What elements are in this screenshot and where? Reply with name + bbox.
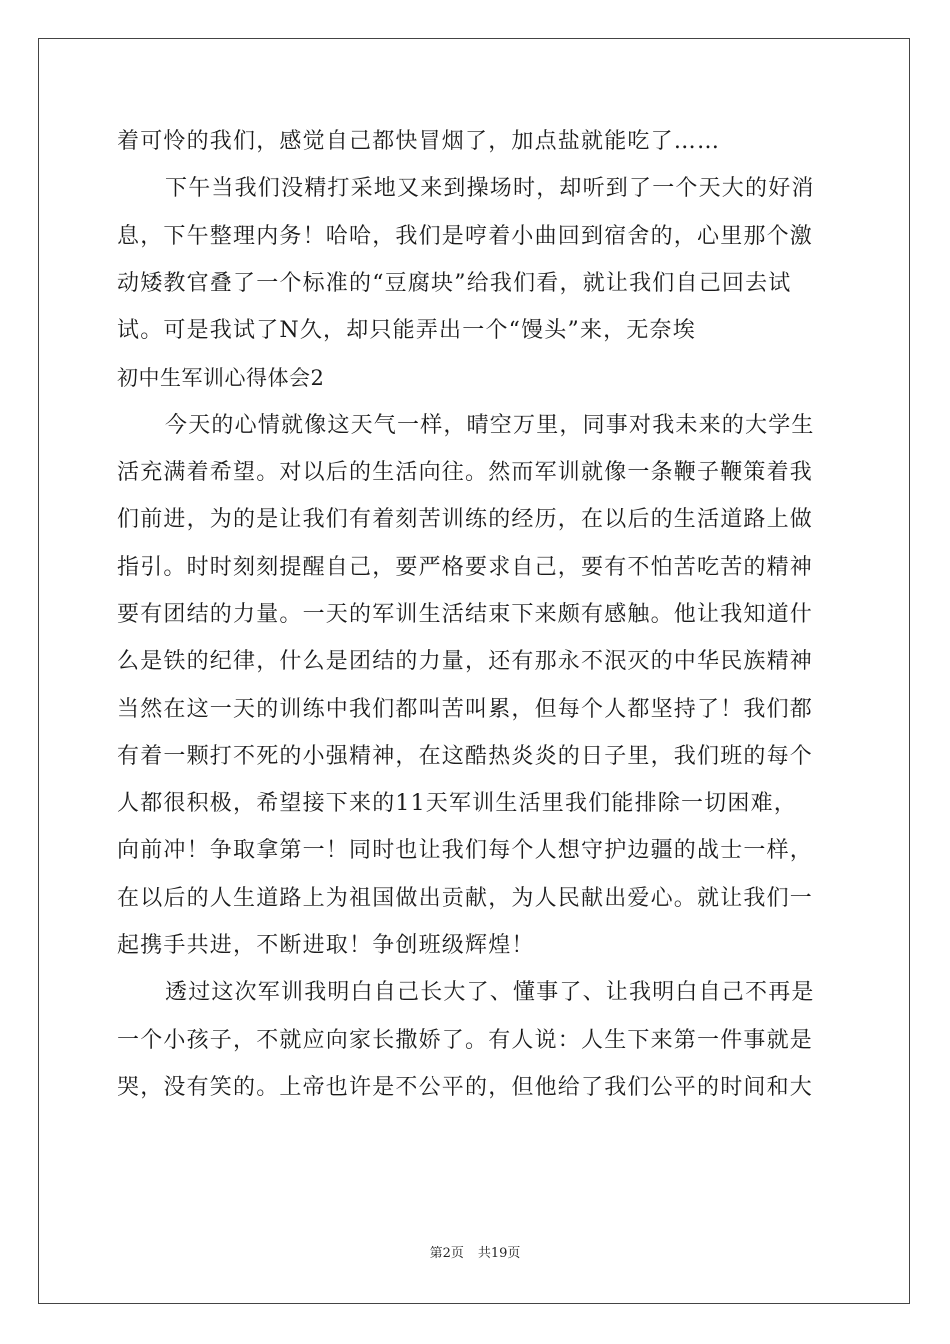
text-line: 向前冲！争取拿第一！同时也让我们每个人想守护边疆的战士一样， (117, 838, 814, 864)
text-line: 息，下午整理内务！哈哈，我们是哼着小曲回到宿舍的，心里那个激 (117, 223, 814, 249)
text-line: 要有团结的力量。一天的军训生活结束下来颇有感触。他让我知道什 (117, 601, 814, 627)
document-body (117, 128, 837, 1121)
page-footer (0, 1245, 950, 1263)
text-line: 在以后的人生道路上为祖国做出贡献，为人民献出爱心。就让我们一 (117, 885, 814, 911)
text-line: 当然在这一天的训练中我们都叫苦叫累，但每个人都坚持了！我们都 (117, 696, 814, 722)
paragraph-start-line: 今天的心情就像这天气一样，晴空万里，同事对我未来的大学生 (165, 412, 815, 438)
text-line: 活充满着希望。对以后的生活向往。然而军训就像一条鞭子鞭策着我 (117, 460, 814, 486)
text-line: 一个小孩子，不就应向家长撒娇了。有人说：人生下来第一件事就是 (117, 1027, 814, 1053)
paragraph-start-line: 透过这次军训我明白自己长大了、懂事了、让我明白自己不再是 (165, 980, 815, 1006)
page-number: 第2页 (429, 1246, 464, 1261)
page-total: 共19页 (477, 1246, 521, 1261)
paragraph-start-line: 下午当我们没精打采地又来到操场时，却听到了一个天大的好消 (165, 176, 815, 202)
text-line: 们前进，为的是让我们有着刻苦训练的经历，在以后的生活道路上做 (117, 507, 814, 533)
text-line: 着可怜的我们，感觉自己都快冒烟了，加点盐就能吃了…… (117, 129, 721, 154)
section-heading: 初中生军训心得体会2 (117, 366, 325, 391)
text-line: 么是铁的纪律，什么是团结的力量，还有那永不泯灭的中华民族精神 (117, 649, 814, 675)
text-line: 试。可是我试了N久，却只能弄出一个“馒头”来，无奈埃 (117, 318, 696, 344)
text-line: 起携手共进，不断进取！争创班级辉煌！ (117, 933, 535, 959)
text-line: 动矮教官叠了一个标准的“豆腐块”给我们看，就让我们自己回去试 (117, 270, 792, 296)
text-line: 有着一颗打不死的小强精神，在这酷热炎炎的日子里，我们班的每个 (117, 743, 814, 769)
text-line: 指引。时时刻刻提醒自己，要严格要求自己，要有不怕苦吃苦的精神 (117, 554, 814, 580)
text-line: 哭，没有笑的。上帝也许是不公平的，但他给了我们公平的时间和大 (117, 1074, 814, 1100)
text-line: 人都很积极，希望接下来的11天军训生活里我们能排除一切困难， (117, 791, 797, 817)
